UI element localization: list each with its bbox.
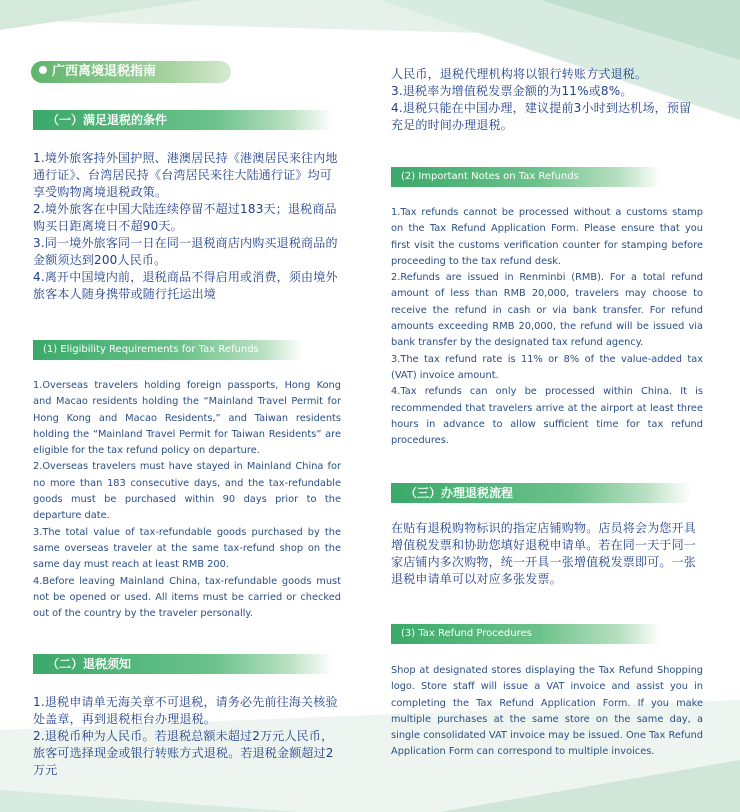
section-1-en-heading: (1) Eligibility Requirements for Tax Refunds: [33, 340, 303, 360]
section-2-cn-heading: （二）退税须知: [33, 654, 333, 674]
section-1-cn-body: [33, 150, 343, 303]
list-item: 3.同一境外旅客同一日在同一退税商店内购买退税商品的金额须达到200人民币。: [33, 236, 338, 267]
list-item: 3.The tax refund rate is 11% or 8% of the value-added tax (VAT) invoice amount.: [391, 353, 703, 381]
page-title-pill: [31, 61, 231, 83]
section-3-en-heading: (3) Tax Refund Procedures: [391, 624, 661, 644]
list-item: 2.退税币种为人民币。若退税总额未超过2万元人民币，旅客可选择现金或银行转账方式退税。若退税金额超过2万元: [33, 729, 334, 777]
section-1-en-body: [33, 378, 341, 622]
list-item: 1.境外旅客持外国护照、港澳居民持《港澳居民来往内地通行证》、台湾居民持《台湾居民来往大陆通行证》均可享受购物离境退税政策。: [33, 151, 338, 199]
section-1-cn-heading: （一）满足退税的条件: [33, 110, 333, 130]
list-item: 1.退税申请单无海关章不可退税，请务必先前往海关核验处盖章，再到退税柜台办理退税。: [33, 695, 338, 726]
list-item: 2.Overseas travelers must have stayed in Mainland China for no more than 183 consecutive days, and the tax-refundable goods must be purchased within 90 days prior to the departure date.: [33, 461, 341, 522]
section-3-en-body: Shop at designated stores displaying the Tax Refund Shopping logo. Store staff will issue a VAT invoice and assist you in completing the Tax Refund Application Form. If you make multiple purchases at the same store on the same day, a single consolidated VAT invoice may be issued. One Tax Refund Application Form can correspond to multiple invoices.: [391, 665, 703, 758]
section-3-cn-body: 在贴有退税购物标识的指定店铺购物。店员将会为您开具增值税发票和协助您填好退税申请单。若在同一天于同一家店铺内多次购物，统一开具一张增值税发票即可。一张退税申请单可以对应多张发票。: [391, 521, 697, 586]
bullet-dot-icon: [39, 66, 47, 74]
list-item: 4.离开中国境内前，退税商品不得启用或消费，须由境外旅客本人随身携带或随行托运出境: [33, 270, 338, 301]
list-item: 人民币，退税代理机构将以银行转账方式退税。: [391, 67, 648, 81]
section-2-en-heading: (2) Important Notes on Tax Refunds: [391, 167, 661, 187]
section-2-en-body: [391, 205, 703, 449]
list-item: 4.退税只能在中国办理，建议提前3小时到达机场，预留充足的时间办理退税。: [391, 101, 692, 132]
list-item: 3.退税率为增值税发票金额的为11%或8%。: [391, 84, 633, 98]
section-2-cn-continued: [391, 66, 703, 134]
list-item: 4.Tax refunds can only be processed within China. It is recommended that travelers arrive at the airport at least three hours in advance to allow sufficient time for tax refund procedures.: [391, 386, 703, 447]
list-item: 2.Refunds are issued in Renminbi (RMB). For a total refund amount of less than RMB 20,000, travelers may choose to receive the refund in cash or via bank transfer. For refund amounts exceeding RMB 20,000, the refund will be issued via bank transfer by the designated tax refund agency.: [391, 272, 703, 349]
list-item: 3.The total value of tax-refundable goods purchased by the same overseas traveler at the same tax-refund shop on the same day must reach at least RMB 200.: [33, 526, 341, 571]
list-item: 1.Overseas travelers holding foreign passports, Hong Kong and Macao residents holding the “Mainland Travel Permit for Hong Kong and Macao Residents,” and Taiwan residents holding the “Mainland Travel Permit for Taiwan Residents” are eligible for the tax refund policy on departure.: [33, 380, 341, 457]
page-title: 广西离境退税指南: [52, 64, 157, 79]
list-item: 4.Before leaving Mainland China, tax-refundable goods must not be opened or used. All items must be carried or checked out of the country by the traveler personally.: [33, 575, 341, 620]
section-3-cn-heading: （三）办理退税流程: [391, 483, 691, 503]
list-item: 1.Tax refunds cannot be processed without a customs stamp on the Tax Refund Application Form. Please ensure that you first visit the customs verification counter for stamping before proceeding to the tax refund desk.: [391, 207, 703, 267]
list-item: 2.境外旅客在中国大陆连续停留不超过183天；退税商品购买日距离境日不超90天。: [33, 202, 337, 233]
section-2-cn-body: [33, 694, 343, 779]
